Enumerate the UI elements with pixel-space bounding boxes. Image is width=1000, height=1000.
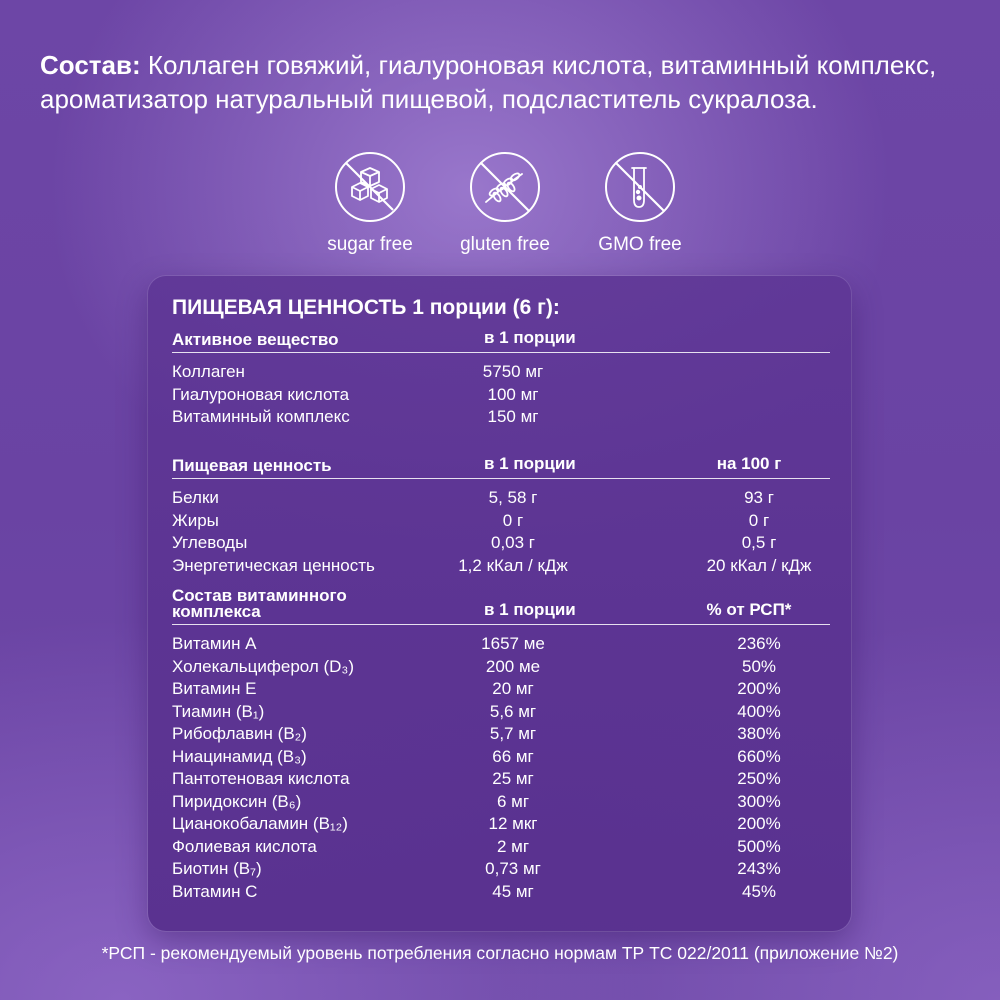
cell-portion: 12 мкг (488, 814, 538, 833)
table-row (172, 858, 830, 881)
vitamin-complex-section (172, 588, 830, 903)
cell-rsp: 380% (737, 724, 781, 743)
active-header-portion: в 1 порции (484, 328, 576, 347)
cell-rsp: 500% (737, 836, 781, 856)
cell-portion: 5,7 мг (489, 724, 537, 743)
table-row (172, 406, 830, 429)
composition-text (40, 48, 970, 116)
cell-per100: 0 г (748, 510, 770, 530)
cell-rsp: 250% (737, 769, 781, 788)
table-row (172, 836, 830, 859)
cell-name: Пантотеновая кислота (172, 769, 350, 788)
cell-portion: 200 ме (485, 656, 541, 676)
cell-name: Пиридоксин (B₆) (172, 791, 302, 811)
table-row (172, 881, 830, 904)
badge-gmo-free (575, 152, 705, 256)
table-row (172, 633, 830, 656)
cell-rsp: 45% (741, 881, 777, 901)
cell-portion: 2 мг (496, 836, 530, 856)
table-row (172, 510, 830, 533)
cell-portion: 5,6 мг (489, 701, 537, 721)
cell-name: Витамин А (172, 634, 257, 653)
vitamin-header-rsp: % от РСП* (706, 600, 792, 619)
cell-portion: 45 мг (492, 881, 534, 901)
footnote: *РСП - рекомендуемый уровень потребления согласно нормам ТР ТС 022/2011 (приложение №2) (101, 943, 899, 963)
cell-rsp: 236% (737, 634, 781, 653)
cell-portion: 150 мг (487, 407, 539, 426)
nutrition-header-portion: в 1 порции (484, 454, 576, 473)
cell-per100: 20 кКал / кДж (706, 555, 812, 575)
cell-rsp: 243% (737, 859, 781, 878)
active-header-name: Активное вещество (172, 330, 339, 349)
vitamin-header-portion: в 1 порции (484, 600, 576, 619)
cell-portion: 100 мг (487, 384, 539, 404)
nutrition-value-section (172, 454, 830, 577)
cell-rsp: 200% (737, 679, 781, 698)
nutrition-header-name: Пищевая ценность (172, 456, 332, 475)
table-row (172, 813, 830, 836)
cell-name: Фолиевая кислота (172, 836, 317, 856)
cell-name: Холекальциферол (D₃) (172, 656, 355, 676)
badge-gmo-free-label: GMO free (598, 234, 682, 255)
cell-portion: 1,2 кКал / кДж (458, 555, 568, 575)
table-row (172, 701, 830, 724)
table-row (172, 723, 830, 746)
cell-rsp: 300% (737, 791, 781, 811)
table-row (172, 361, 830, 384)
cell-portion: 5, 58 г (488, 488, 538, 507)
table-row (172, 532, 830, 555)
badge-gluten-free-label: gluten free (460, 234, 550, 255)
cell-portion: 0,03 г (490, 533, 535, 552)
nutrition-panel (148, 276, 851, 931)
cell-name: Витаминный комплекс (172, 407, 350, 426)
table-row (172, 746, 830, 769)
table-row (172, 487, 830, 510)
cell-portion: 6 мг (496, 791, 530, 811)
cell-portion: 1657 ме (481, 634, 545, 653)
wheat-crossed-icon (472, 154, 537, 219)
cell-name: Витамин Е (172, 679, 257, 698)
badge-gluten-free (440, 152, 570, 256)
table-row (172, 555, 830, 578)
cell-name: Цианокобаламин (B₁₂) (172, 814, 348, 833)
cell-per100: 93 г (744, 488, 774, 507)
table-row (172, 791, 830, 814)
composition-ingredients: Коллаген говяжий, гиалуроновая кислота, витаминный комплекс, ароматизатор натуральный пищевой, подсластитель сукралоза. (40, 50, 937, 114)
cell-portion: 20 мг (492, 679, 534, 698)
cell-name: Энергетическая ценность (172, 555, 375, 575)
badge-sugar-free (305, 152, 435, 256)
nutrition-table-header (172, 454, 830, 479)
nutrition-header-per100: на 100 г (716, 454, 782, 473)
vitamin-header-name: Состав витаминного комплекса (172, 586, 347, 621)
cell-rsp: 200% (737, 814, 781, 833)
cell-name: Белки (172, 488, 219, 507)
vitamin-table-header (172, 588, 830, 625)
cell-name: Биотин (B₇) (172, 859, 262, 878)
cell-name: Рибофлавин (B₂) (172, 724, 307, 743)
cell-rsp: 400% (737, 701, 781, 721)
cell-portion: 0,73 мг (485, 859, 541, 878)
cell-portion: 25 мг (492, 769, 534, 788)
cell-portion: 66 мг (492, 746, 534, 766)
composition-label: Состав: (40, 50, 141, 80)
active-substances-section (172, 328, 830, 429)
table-row (172, 678, 830, 701)
panel-title: ПИЩЕВАЯ ЦЕННОСТЬ 1 порции (6 г): (172, 296, 560, 319)
cell-portion: 0 г (502, 510, 524, 530)
cell-per100: 0,5 г (741, 533, 777, 552)
cell-rsp: 660% (737, 746, 781, 766)
sugar-cubes-crossed-icon (337, 154, 402, 219)
cell-name: Ниацинамид (B₃) (172, 746, 307, 766)
table-row (172, 656, 830, 679)
cell-name: Гиалуроновая кислота (172, 384, 350, 404)
table-row (172, 384, 830, 407)
cell-name: Коллаген (172, 362, 245, 381)
cell-name: Углеводы (172, 533, 248, 552)
cell-rsp: 50% (741, 656, 777, 676)
badge-sugar-free-label: sugar free (327, 234, 413, 255)
cell-portion: 5750 мг (482, 362, 544, 381)
table-row (172, 768, 830, 791)
cell-name: Витамин С (172, 881, 258, 901)
test-tube-crossed-icon (607, 154, 672, 219)
free-from-badges (305, 152, 705, 267)
cell-name: Жиры (172, 510, 219, 530)
active-table-header (172, 328, 830, 353)
cell-name: Тиамин (B₁) (172, 701, 265, 721)
